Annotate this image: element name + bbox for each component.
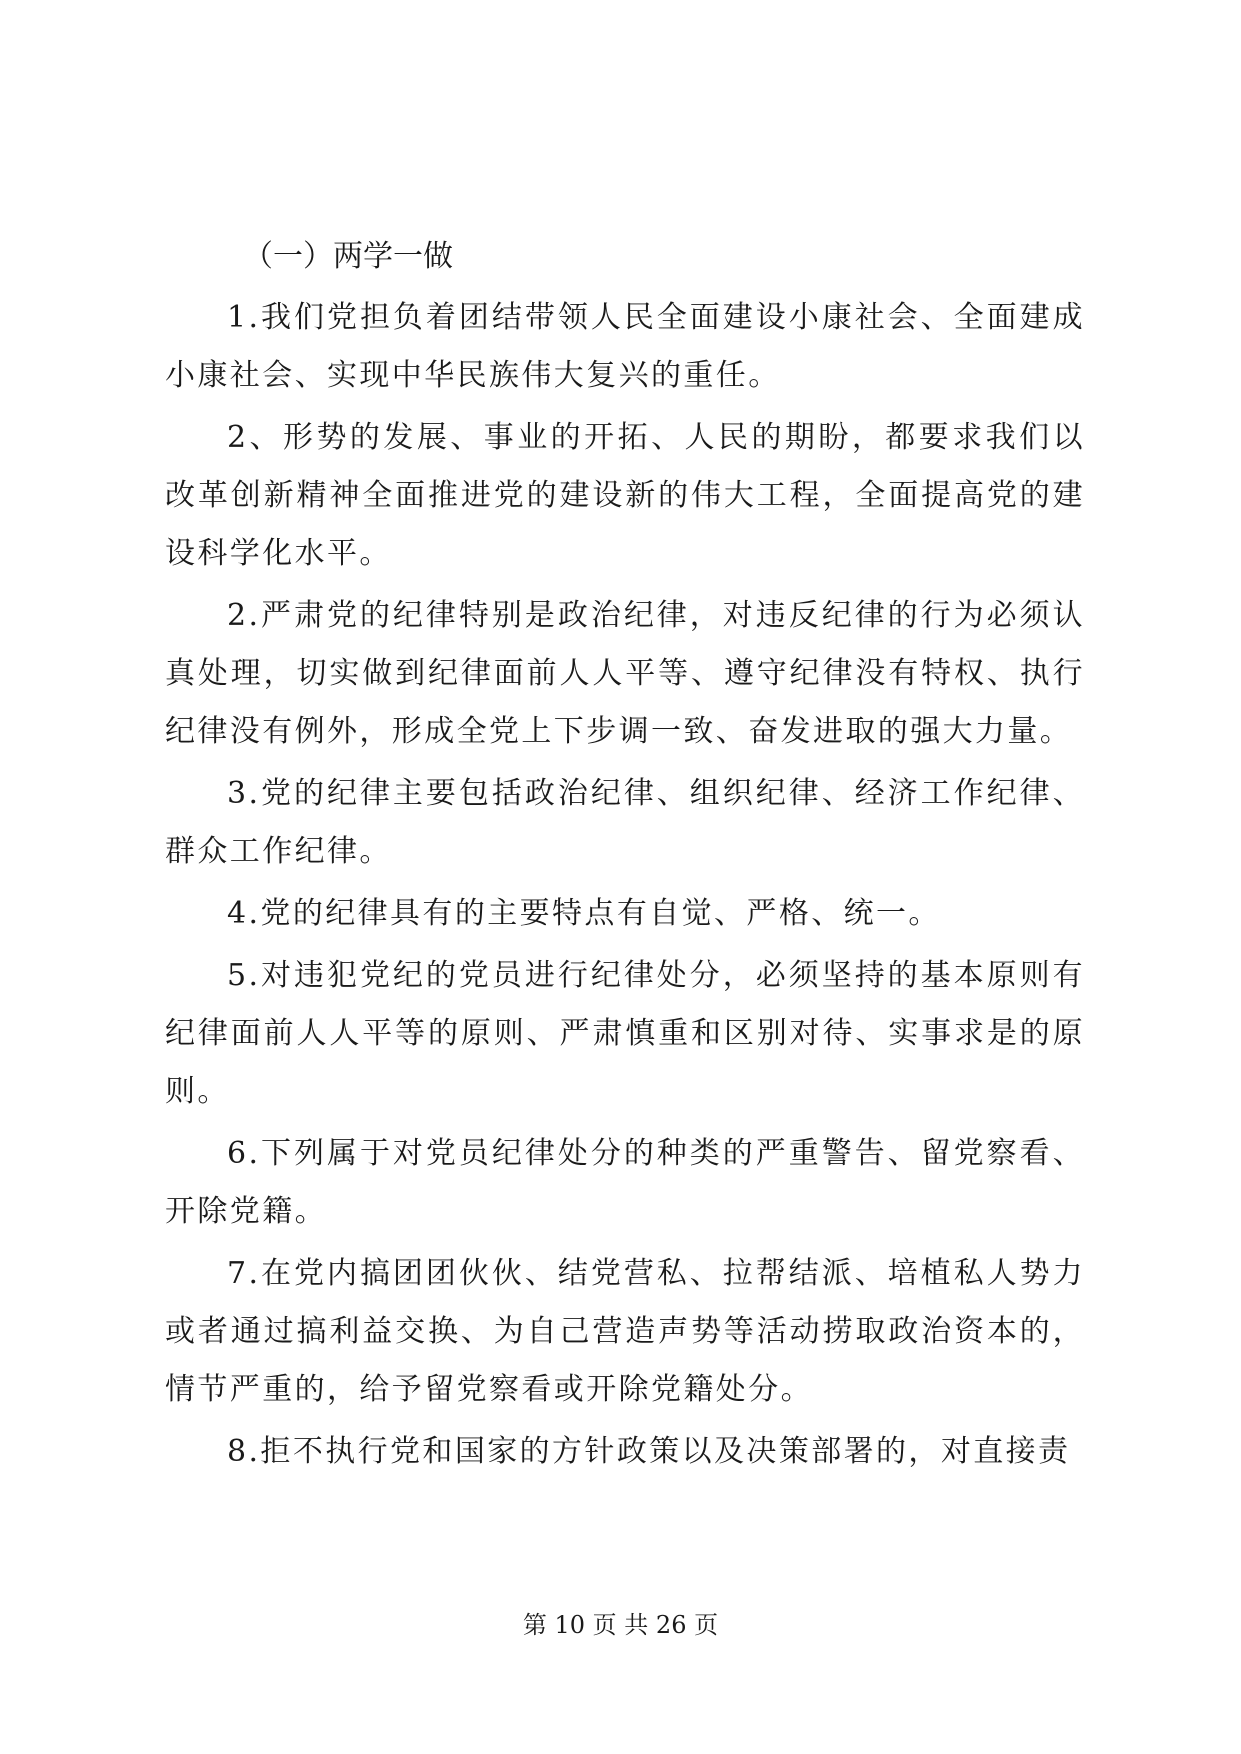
paragraph-4: 3.党的纪律主要包括政治纪律、组织纪律、经济工作纪律、群众工作纪律。 — [165, 776, 1085, 869]
paragraph-3: 2.严肃党的纪律特别是政治纪律，对违反纪律的行为必须认真处理，切实做到纪律面前人人平等、遵守纪律没有特权、执行纪律没有例外，形成全党上下步调一致、奋发进取的强大力量。 — [165, 598, 1085, 749]
paragraph-1: 1.我们党担负着团结带领人民全面建设小康社会、全面建成小康社会、实现中华民族伟大复兴的重任。 — [165, 300, 1085, 393]
paragraph-9: 8.拒不执行党和国家的方针政策以及决策部署的，对直接责 — [227, 1434, 1071, 1469]
paragraph-7: 6.下列属于对党员纪律处分的种类的严重警告、留党察看、开除党籍。 — [165, 1136, 1085, 1229]
paragraph-6: 5.对违犯党纪的党员进行纪律处分，必须坚持的基本原则有纪律面前人人平等的原则、严肃慎重和区别对待、实事求是的原则。 — [165, 958, 1085, 1109]
section-heading: （一）两学一做 — [243, 239, 453, 274]
paragraph-2: 2、形势的发展、事业的开拓、人民的期盼，都要求我们以改革创新精神全面推进党的建设新的伟大工程，全面提高党的建设科学化水平。 — [165, 420, 1085, 571]
paragraph-5: 4.党的纪律具有的主要特点有自觉、严格、统一。 — [227, 896, 941, 931]
paragraph-8: 7.在党内搞团团伙伙、结党营私、拉帮结派、培植私人势力或者通过搞利益交换、为自己营造声势等活动捞取政治资本的，情节严重的，给予留党察看或开除党籍处分。 — [165, 1256, 1085, 1407]
document-body — [165, 228, 1085, 1485]
page-number-footer: 第 10 页 共 26 页 — [522, 1611, 719, 1639]
